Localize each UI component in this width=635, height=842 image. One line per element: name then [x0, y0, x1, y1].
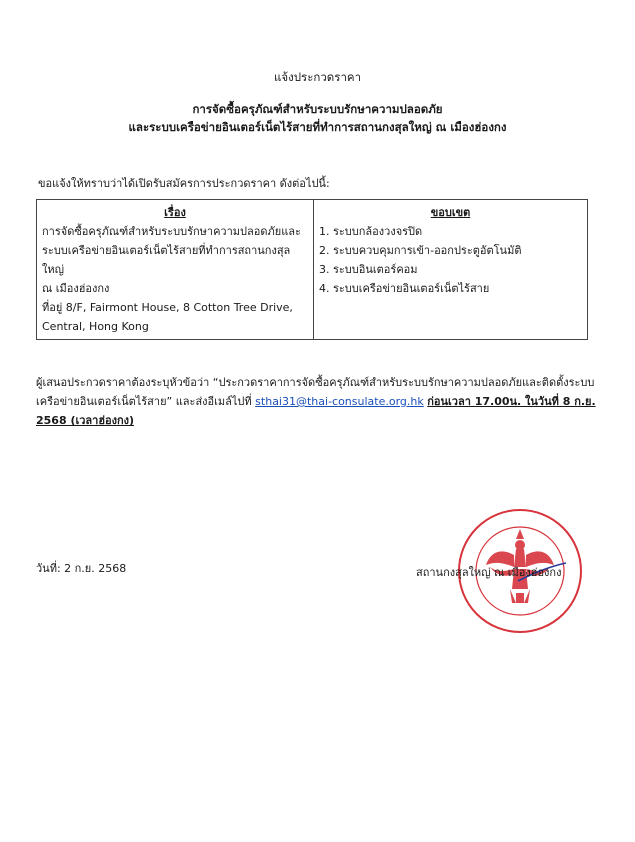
document-subtitle-line-2: และระบบเครือข่ายอินเตอร์เน็ตไร้สายที่ทำการสถานกงสุลใหญ่ ณ เมืองฮ่องกง	[128, 120, 507, 134]
scope-list	[319, 222, 582, 298]
document-subtitle-line-1: การจัดซื้อครุภัณฑ์สำหรับระบบรักษาความปลอดภัย	[192, 102, 443, 116]
subject-cell	[37, 200, 314, 340]
subject-line: ณ เมืองฮ่องกง	[42, 282, 110, 295]
scope-header: ขอบเขต	[430, 206, 471, 219]
subject-line: การจัดซื้อครุภัณฑ์สำหรับระบบรักษาความปลอดภัยและ	[42, 225, 301, 238]
deadline-text: ก่อนเวลา 17.00น. ในวันที่ 8 ก.ย. 2568 (เวลาฮ่องกง)	[36, 395, 596, 427]
address-line: Central, Hong Kong	[42, 320, 149, 333]
tender-table	[36, 199, 588, 340]
subject-line: ระบบเครือข่ายอินเตอร์เน็ตไร้สายที่ทำการสถานกงสุลใหญ่	[42, 244, 291, 276]
scope-item: 3. ระบบอินเตอร์คอม	[319, 263, 418, 276]
document-title: แจ้งประกวดราคา	[273, 70, 362, 84]
address-line: ที่อยู่ 8/F, Fairmont House, 8 Cotton Tree Drive,	[42, 301, 293, 314]
scope-cell	[314, 200, 588, 340]
instruction-text: ผู้เสนอประกวดราคาต้องระบุหัวข้อว่า “ประกวดราคาการจัดซื้อครุภัณฑ์สำหรับระบบรักษาความปลอดภัยและติดตั้งระบบเครือข่ายอินเตอร์เน็ตไร้สาย” และส่งอีเมล์ไปที่	[36, 376, 595, 408]
instruction-paragraph	[36, 373, 596, 430]
signature-line: สถานกงสุลใหญ่ ณ เมืองฮ่องกง	[416, 566, 562, 579]
email-link[interactable]: sthai31@thai-consulate.org.hk	[255, 395, 424, 408]
scope-item: 4. ระบบเครือข่ายอินเตอร์เน็ตไร้สาย	[319, 282, 490, 295]
subject-header: เรื่อง	[164, 206, 186, 219]
scope-item: 1. ระบบกล้องวงจรปิด	[319, 225, 423, 238]
scope-item: 2. ระบบควบคุมการเข้า-ออกประตูอัตโนมัติ	[319, 244, 522, 257]
issue-date: วันที่: 2 ก.ย. 2568	[36, 562, 127, 575]
intro-text: ขอแจ้งให้ทราบว่าได้เปิดรับสมัครการประกวดราคา ดังต่อไปนี้:	[38, 177, 330, 190]
